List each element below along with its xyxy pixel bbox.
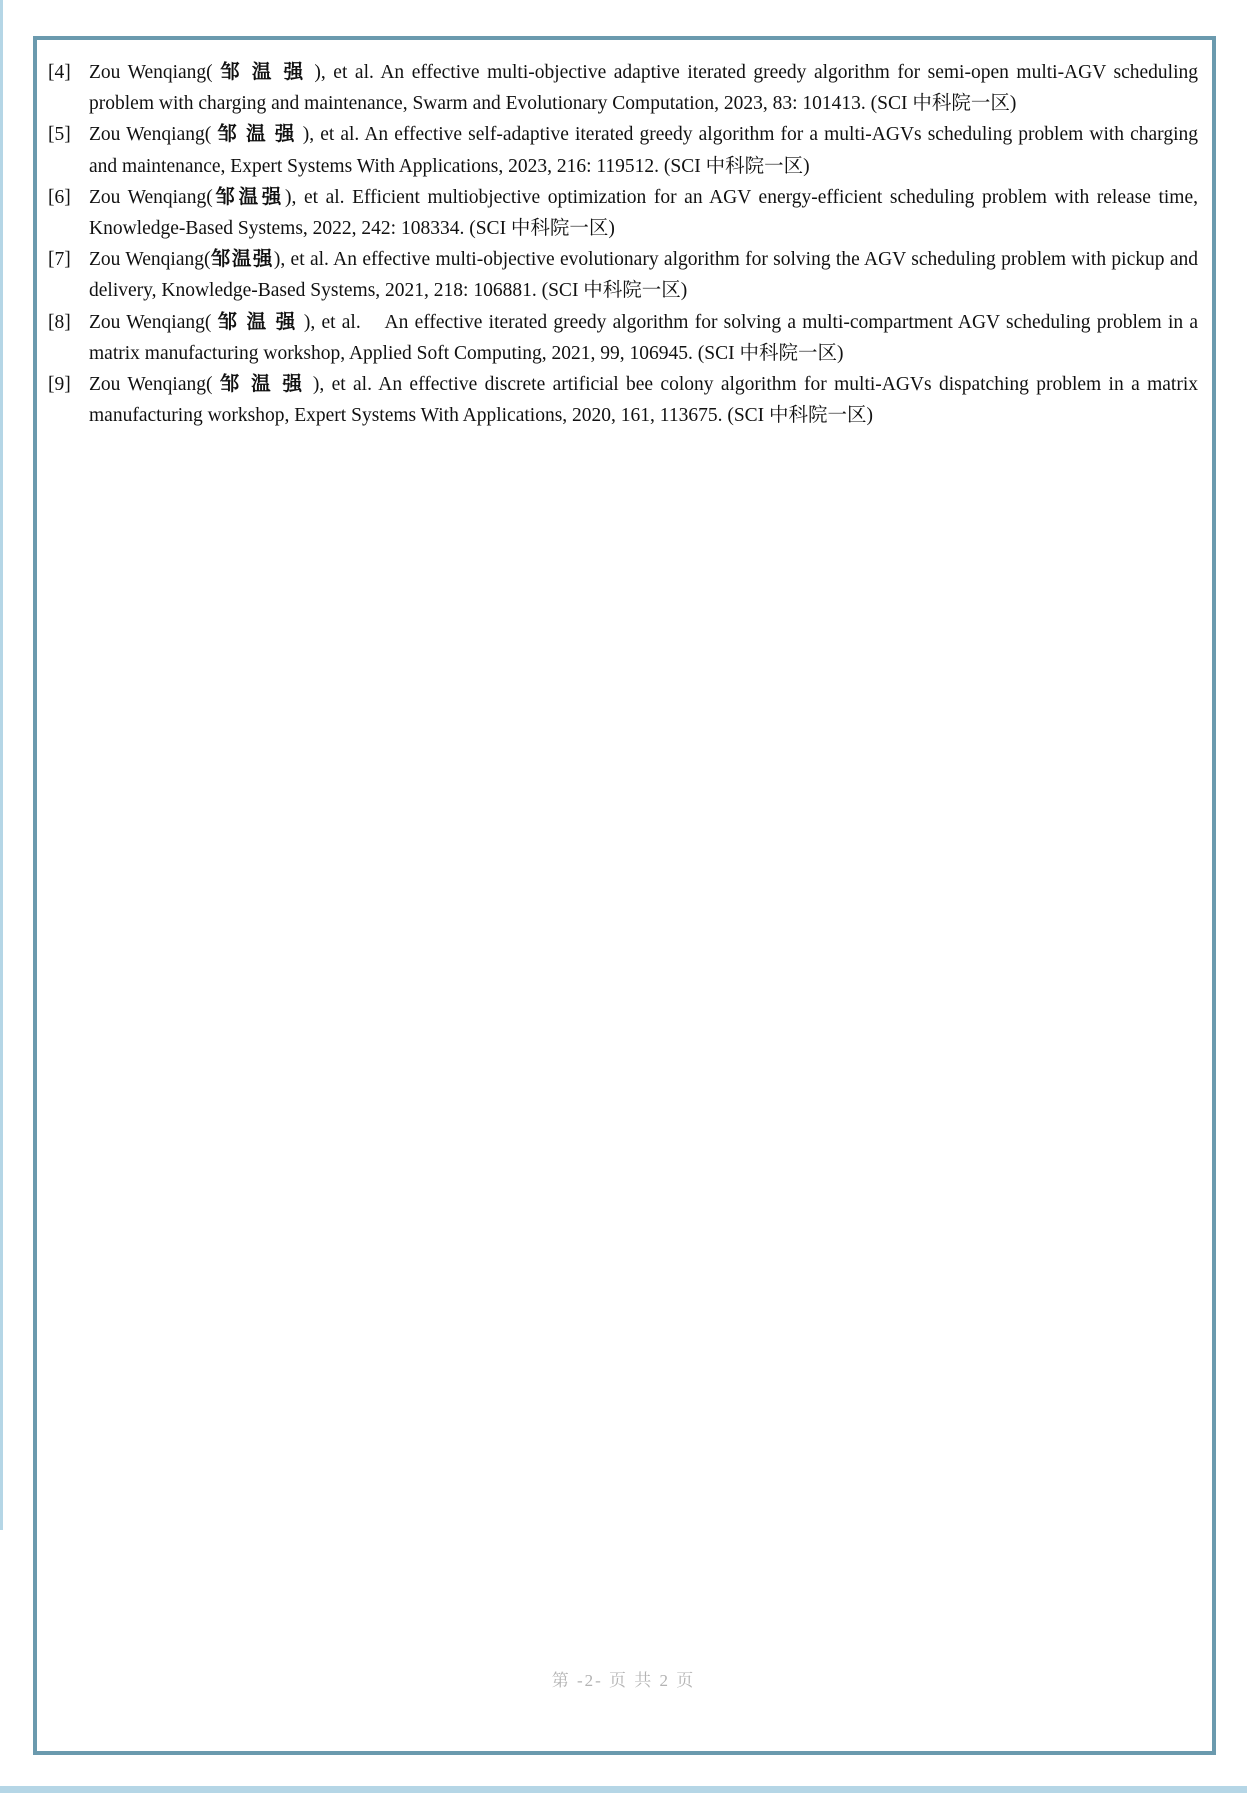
reference-text: Zou Wenqiang(邹温强), et al. An effective multi-objective evolutionary algorithm for solving the AGV scheduling problem with pickup and delivery, Knowledge-Based Systems, 2021, 218: 106881. (SCI 中科院一区) <box>89 249 1198 302</box>
reference-number: [5] <box>48 124 71 146</box>
reference-number: [4] <box>48 62 71 83</box>
reference-item <box>48 307 1198 369</box>
author-name-cn: 邹 温 强 <box>217 124 297 146</box>
page-edge-left <box>0 0 3 1530</box>
reference-item <box>48 119 1198 181</box>
page-edge-bottom <box>0 1786 1247 1793</box>
reference-text: Zou Wenqiang( 邹 温 强 ), et al. An effective self-adaptive iterated greedy algorithm for a multi-AGVs scheduling problem with charging and maintenance, Expert Systems With Applications, 2023, 216: 119512. (SCI 中科院一区) <box>89 124 1198 177</box>
reference-list <box>48 57 1198 431</box>
reference-item <box>48 369 1198 431</box>
reference-text: Zou Wenqiang( 邹 温 强 ), et al. An effective multi-objective adaptive iterated greedy algorithm for semi-open multi-AGV scheduling problem with charging and maintenance, Swarm and Evolutionary Computation, 2023, 83: 101413. (SCI 中科院一区) <box>89 62 1198 115</box>
author-name-cn: 邹 温 强 <box>217 311 298 333</box>
reference-item <box>48 182 1198 244</box>
reference-item <box>48 57 1198 119</box>
reference-number: [6] <box>48 186 71 208</box>
reference-text: Zou Wenqiang(邹温强), et al. Efficient multiobjective optimization for an AGV energy-efficient scheduling problem with release time, Knowledge-Based Systems, 2022, 242: 108334. (SCI 中科院一区) <box>89 186 1198 240</box>
author-name-cn: 邹 温 强 <box>219 374 306 396</box>
author-name-cn: 邹温强 <box>210 249 274 271</box>
reference-text: Zou Wenqiang( 邹 温 强 ), et al. An effective discrete artificial bee colony algorithm for multi-AGVs dispatching problem in a matrix manufacturing workshop, Expert Systems With Applications, 2020, 161, 113675. (SCI 中科院一区) <box>89 374 1198 427</box>
reference-number: [7] <box>48 249 71 271</box>
page-number-footer: 第 -2- 页 共 2 页 <box>551 1671 696 1690</box>
author-name-cn: 邹温强 <box>212 186 285 208</box>
reference-number: [8] <box>48 311 71 333</box>
author-name-cn: 邹 温 强 <box>220 62 307 83</box>
reference-text: Zou Wenqiang( 邹 温 强 ), et al. An effective iterated greedy algorithm for solving a multi-compartment AGV scheduling problem in a matrix manufacturing workshop, Applied Soft Computing, 2021, 99, 106945. (SCI 中科院一区) <box>89 311 1198 364</box>
reference-item <box>48 244 1198 306</box>
reference-number: [9] <box>48 374 71 396</box>
